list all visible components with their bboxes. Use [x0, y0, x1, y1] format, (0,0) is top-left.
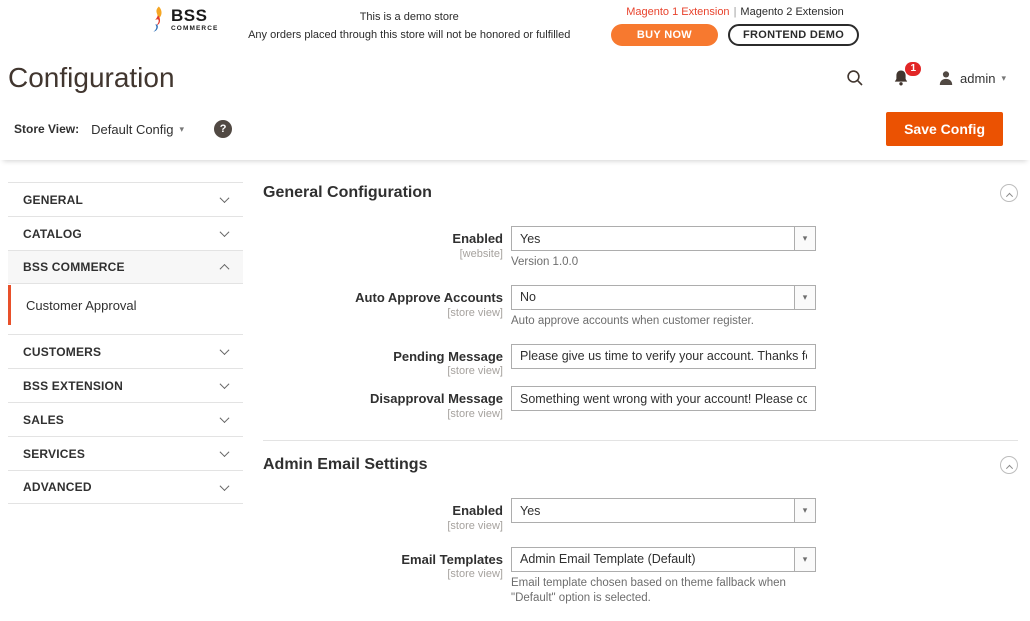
sidebar-item-bss-extension[interactable] [8, 368, 243, 402]
sidebar-item-label: BSS EXTENSION [23, 378, 123, 393]
help-icon[interactable]: ? [214, 120, 232, 138]
field-scope: [store view] [447, 568, 503, 581]
section-header [263, 456, 1018, 474]
field-row-enabled [263, 226, 1018, 270]
sidebar-item-label: CATALOG [23, 226, 82, 241]
store-view-switcher[interactable] [91, 122, 184, 137]
field-label: Auto Approve Accounts [355, 289, 503, 305]
collapse-section-icon[interactable] [1000, 456, 1018, 474]
sidebar-subitem-customer-approval[interactable] [8, 285, 243, 325]
field-note: Version 1.0.0 [511, 256, 579, 268]
frontend-demo-button[interactable]: FRONTEND DEMO [728, 24, 859, 46]
auto-approve-accounts-select[interactable] [511, 285, 816, 310]
sidebar-item-label: BSS COMMERCE [23, 260, 125, 274]
collapse-section-icon[interactable] [1000, 184, 1018, 202]
chevron-down-icon: ▾ [179, 123, 185, 134]
chevron-down-icon: ▾ [794, 286, 815, 309]
chevron-down-icon: ▾ [1001, 72, 1006, 83]
sidebar-item-customers[interactable] [8, 334, 243, 368]
user-icon [938, 70, 954, 86]
page-title: Configuration [8, 62, 175, 93]
header-extension-links [600, 6, 870, 46]
field-scope: [store view] [447, 306, 503, 319]
field-row-email-templates [263, 547, 1018, 606]
config-sidebar [8, 182, 243, 621]
chevron-down-icon [220, 413, 230, 423]
store-view-toolbar [0, 106, 1030, 160]
select-value: No [520, 290, 536, 305]
notifications-bell-icon[interactable] [892, 63, 917, 87]
chevron-down-icon [220, 227, 230, 237]
chevron-up-icon [220, 263, 230, 273]
email-templates-select[interactable] [511, 547, 816, 572]
chevron-down-icon [220, 379, 230, 389]
bss-commerce-logo[interactable] [148, 6, 218, 34]
sidebar-item-catalog[interactable] [8, 216, 243, 250]
search-icon[interactable] [846, 69, 864, 87]
demo-store-header [0, 0, 1030, 52]
demo-notice-line1: This is a demo store [359, 11, 459, 23]
field-control-cell [511, 226, 816, 270]
field-label: Enabled [452, 231, 503, 246]
section-general-configuration [263, 184, 1018, 420]
field-note: Auto approve accounts when customer register. [511, 314, 754, 327]
chevron-down-icon [220, 447, 230, 457]
field-label-cell [263, 386, 503, 420]
store-view-label: Store View: [14, 122, 80, 136]
sidebar-item-label: SALES [23, 412, 65, 427]
field-scope: [store view] [447, 365, 503, 378]
field-label: Disapproval Message [370, 391, 503, 407]
field-scope: [store view] [447, 519, 503, 532]
section-admin-email-settings [263, 440, 1018, 605]
select-value: Yes [520, 503, 541, 518]
magento2-extension-link[interactable]: Magento 2 Extension [740, 6, 844, 18]
disapproval-message-input[interactable] [511, 386, 816, 411]
field-control-cell [511, 498, 816, 532]
field-scope: [store view] [447, 408, 503, 421]
magento1-extension-link[interactable]: Magento 1 Extension [626, 6, 730, 18]
chevron-down-icon: ▾ [794, 499, 815, 522]
field-control-cell [511, 285, 816, 329]
field-label: Email Templates [401, 551, 503, 567]
chevron-up-icon [1005, 464, 1012, 471]
sidebar-item-label: CUSTOMERS [23, 344, 102, 359]
field-label: Pending Message [393, 348, 503, 364]
sidebar-item-label: SERVICES [23, 446, 86, 461]
field-label: Enabled [452, 503, 503, 519]
sidebar-item-label: ADVANCED [23, 480, 92, 494]
field-label-cell [263, 226, 503, 270]
sidebar-item-sales[interactable] [8, 402, 243, 436]
field-control-cell [511, 344, 816, 378]
section-header [263, 184, 1018, 202]
enabled-select[interactable] [511, 226, 816, 251]
demo-store-notice [218, 6, 600, 44]
field-row-pending-message [263, 344, 1018, 378]
chevron-down-icon: ▾ [794, 227, 815, 250]
chevron-down-icon [220, 345, 230, 355]
field-scope: [website] [459, 247, 503, 260]
field-row-enabled [263, 498, 1018, 532]
flame-icon [148, 6, 166, 34]
chevron-down-icon [220, 481, 230, 491]
config-form [263, 182, 1030, 621]
field-label-cell [263, 344, 503, 378]
save-config-button[interactable]: Save Config [886, 112, 1003, 146]
logo-sub-text: COMMERCE [171, 25, 219, 33]
logo-brand-text: BSS [171, 6, 208, 26]
sidebar-item-services[interactable] [8, 436, 243, 470]
link-separator: | [733, 6, 737, 18]
sidebar-subitem-label: Customer Approval [26, 297, 137, 313]
select-value: Admin Email Template (Default) [520, 552, 696, 567]
sidebar-item-general[interactable] [8, 182, 243, 216]
enabled-select[interactable] [511, 498, 816, 523]
sidebar-item-advanced[interactable] [8, 470, 243, 504]
field-note: Email template chosen based on theme fallback when "Default" option is selected. [511, 576, 786, 604]
field-label-cell [263, 498, 503, 532]
section-title: Admin Email Settings [263, 456, 428, 474]
admin-account-menu[interactable] [938, 70, 1006, 86]
buy-now-button[interactable]: BUY NOW [611, 24, 718, 46]
notification-count-badge: 1 [905, 62, 921, 76]
chevron-down-icon: ▾ [794, 548, 815, 571]
pending-message-input[interactable] [511, 344, 816, 369]
field-control-cell [511, 386, 816, 420]
sidebar-item-bss-commerce[interactable] [8, 250, 243, 284]
content-area [0, 160, 1030, 621]
store-view-value: Default Config [91, 121, 174, 137]
field-label-cell [263, 547, 503, 606]
admin-username: admin [960, 70, 996, 86]
chevron-up-icon [1005, 192, 1012, 199]
field-label-cell [263, 285, 503, 329]
sidebar-item-label: GENERAL [23, 192, 84, 207]
field-control-cell [511, 547, 816, 606]
field-row-disapproval-message [263, 386, 1018, 420]
chevron-down-icon [220, 193, 230, 203]
field-row-auto-approve-accounts [263, 285, 1018, 329]
page-title-row [0, 52, 1030, 106]
demo-notice-line2: Any orders placed through this store will not be honored or fulfilled [248, 28, 571, 41]
select-value: Yes [520, 231, 541, 246]
section-title: General Configuration [263, 184, 432, 201]
